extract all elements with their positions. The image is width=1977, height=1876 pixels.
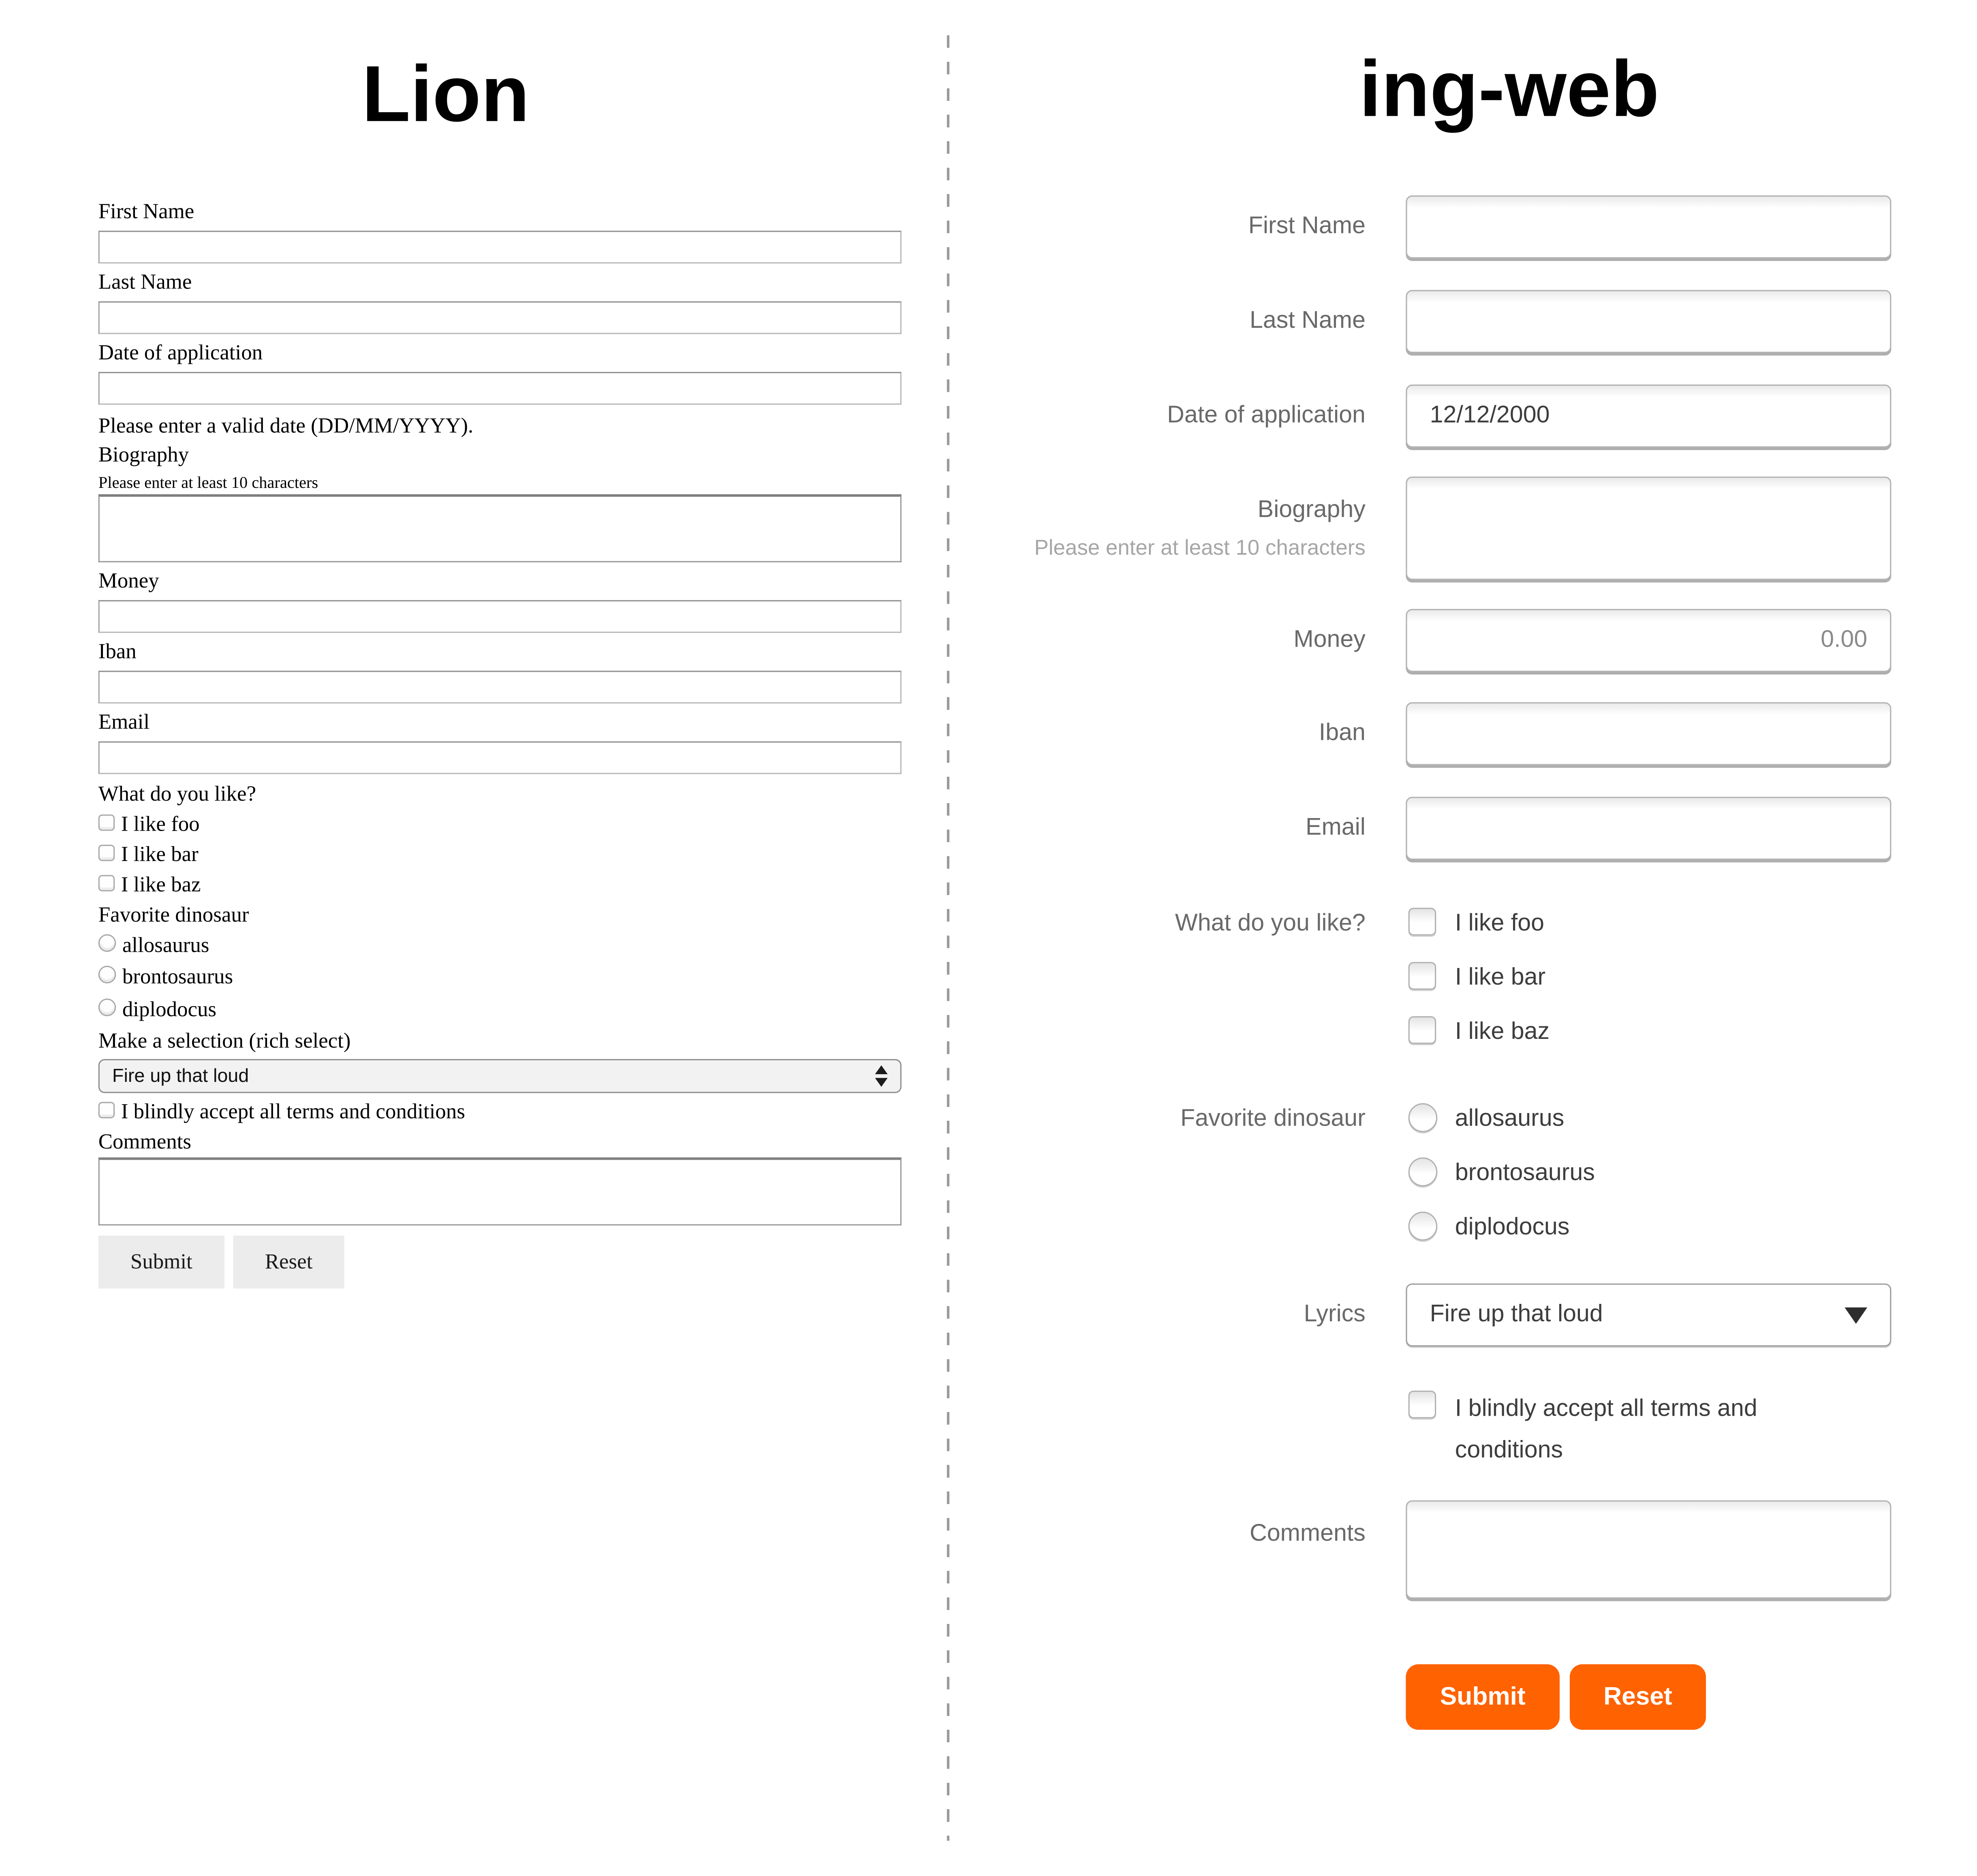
- ing-checkbox-bar[interactable]: [1408, 962, 1436, 989]
- lion-title: Lion: [362, 50, 530, 139]
- ing-biography-label: Biography: [1257, 496, 1366, 523]
- lion-select-label: Make a selection (rich select): [98, 1029, 351, 1053]
- lion-comments-label: Comments: [98, 1130, 191, 1154]
- ing-checkbox-baz[interactable]: [1408, 1016, 1436, 1044]
- lion-date-help: Please enter a valid date (DD/MM/YYYY).: [98, 413, 474, 438]
- lion-checkbox-bar-label: I like bar: [121, 842, 199, 866]
- ing-biography-help: Please enter at least 10 characters: [1034, 536, 1366, 560]
- ing-terms-checkbox[interactable]: [1408, 1391, 1436, 1418]
- ing-first-name-label: First Name: [1248, 213, 1366, 240]
- chevron-down-icon: [1844, 1307, 1867, 1323]
- ing-dinosaur-group-label: Favorite dinosaur: [1180, 1105, 1366, 1132]
- lion-date-label: Date of application: [98, 340, 263, 365]
- lion-biography-help: Please enter at least 10 characters: [98, 472, 318, 492]
- ing-comments-textarea[interactable]: [1406, 1500, 1891, 1599]
- ing-first-name-input[interactable]: [1406, 195, 1891, 259]
- lion-email-label: Email: [98, 709, 150, 734]
- lion-rich-select[interactable]: [98, 1059, 902, 1093]
- lion-first-name-input[interactable]: [98, 231, 902, 263]
- lion-radio-allosaurus[interactable]: [98, 934, 116, 952]
- ing-likes-group-label: What do you like?: [1175, 910, 1366, 937]
- lion-reset-button[interactable]: Reset: [233, 1235, 344, 1288]
- ing-radio-diplodocus-label: diplodocus: [1455, 1214, 1570, 1241]
- ing-lyrics-label: Lyrics: [1304, 1301, 1366, 1328]
- ing-title: ing-web: [1359, 45, 1659, 134]
- ing-radio-diplodocus[interactable]: [1408, 1211, 1438, 1241]
- ing-terms-label: I blindly accept all terms and conditions: [1455, 1395, 1757, 1464]
- ing-checkbox-bar-label: I like bar: [1455, 964, 1546, 991]
- lion-first-name-label: First Name: [98, 199, 194, 223]
- lion-biography-label: Biography: [98, 442, 189, 467]
- lion-checkbox-foo-label: I like foo: [121, 812, 200, 836]
- lion-date-input[interactable]: [98, 372, 902, 405]
- lion-iban-input[interactable]: [98, 671, 902, 703]
- lion-radio-brontosaurus-label: brontosaurus: [122, 964, 233, 989]
- ing-last-name-input[interactable]: [1406, 290, 1891, 353]
- ing-date-input[interactable]: [1406, 385, 1891, 448]
- lion-panel: [0, 0, 947, 1876]
- ing-checkbox-foo-label: I like foo: [1455, 910, 1544, 937]
- ing-comments-label: Comments: [1250, 1520, 1366, 1547]
- lion-likes-group-label: What do you like?: [98, 782, 256, 806]
- lion-checkbox-foo[interactable]: [98, 814, 115, 831]
- lion-money-label: Money: [98, 568, 159, 593]
- ing-lyrics-select-value: Fire up that loud: [1430, 1301, 1603, 1328]
- ing-reset-button[interactable]: Reset: [1570, 1664, 1706, 1730]
- lion-last-name-label: Last Name: [98, 269, 192, 294]
- lion-checkbox-baz[interactable]: [98, 875, 115, 891]
- ing-panel: [949, 0, 1977, 1876]
- lion-comments-textarea[interactable]: [98, 1157, 902, 1225]
- lion-checkbox-baz-label: I like baz: [121, 872, 201, 897]
- lion-money-input[interactable]: [98, 600, 902, 633]
- lion-terms-checkbox[interactable]: [98, 1102, 115, 1118]
- lion-submit-button[interactable]: Submit: [98, 1235, 224, 1288]
- lion-radio-diplodocus-label: diplodocus: [122, 997, 216, 1021]
- ing-iban-label: Iban: [1319, 720, 1366, 747]
- ing-date-label: Date of application: [1167, 402, 1366, 429]
- lion-checkbox-bar[interactable]: [98, 845, 115, 861]
- ing-radio-brontosaurus-label: brontosaurus: [1455, 1160, 1595, 1187]
- ing-lyrics-select[interactable]: [1406, 1284, 1891, 1347]
- lion-radio-allosaurus-label: allosaurus: [122, 933, 209, 957]
- ing-money-input[interactable]: [1406, 609, 1891, 672]
- lion-radio-brontosaurus[interactable]: [98, 966, 116, 983]
- ing-checkbox-baz-label: I like baz: [1455, 1019, 1550, 1045]
- ing-iban-input[interactable]: [1406, 702, 1891, 765]
- ing-radio-allosaurus-label: allosaurus: [1455, 1105, 1565, 1132]
- ing-radio-brontosaurus[interactable]: [1408, 1157, 1438, 1186]
- lion-rich-select-value: Fire up that loud: [112, 1065, 249, 1087]
- ing-email-input[interactable]: [1406, 797, 1891, 860]
- select-spinner-icon: [875, 1065, 887, 1087]
- ing-biography-textarea[interactable]: [1406, 476, 1891, 580]
- ing-checkbox-foo[interactable]: [1408, 908, 1436, 935]
- ing-email-label: Email: [1306, 814, 1366, 841]
- lion-biography-textarea[interactable]: [98, 494, 902, 562]
- ing-money-label: Money: [1293, 626, 1366, 653]
- lion-last-name-input[interactable]: [98, 301, 902, 334]
- ing-last-name-label: Last Name: [1249, 308, 1366, 334]
- lion-email-input[interactable]: [98, 741, 902, 774]
- ing-radio-allosaurus[interactable]: [1408, 1103, 1438, 1132]
- ing-submit-button[interactable]: Submit: [1406, 1664, 1560, 1730]
- lion-terms-label: I blindly accept all terms and conditions: [121, 1099, 465, 1124]
- lion-radio-diplodocus[interactable]: [98, 998, 116, 1016]
- lion-iban-label: Iban: [98, 639, 137, 663]
- lion-dinosaur-group-label: Favorite dinosaur: [98, 902, 249, 927]
